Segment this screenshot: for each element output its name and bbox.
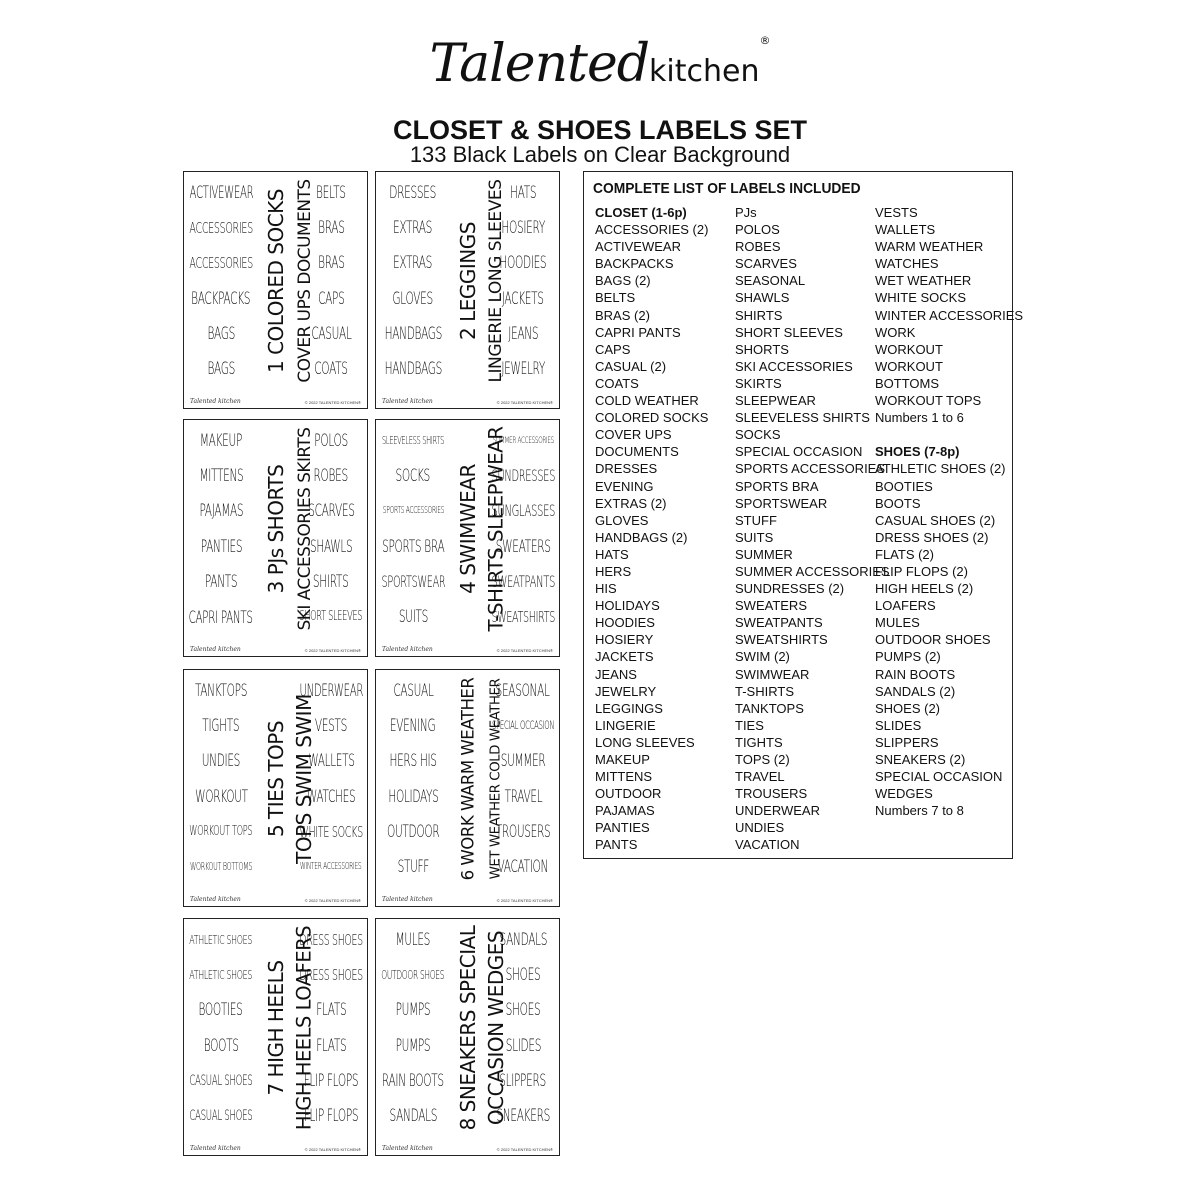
list-item: BAGS (2) — [595, 273, 651, 289]
sheet-footer-copyright: © 2022 TALENTED KITCHEN® — [304, 898, 361, 903]
label-item: UNDIES — [201, 751, 241, 772]
list-item: SUITS — [735, 529, 774, 545]
label-item: EVENING — [390, 716, 436, 737]
label-sheet-5 — [183, 669, 368, 907]
label-item: TROUSERS — [495, 821, 551, 842]
list-item: COLORED SOCKS — [595, 410, 709, 426]
list-item: VESTS — [875, 205, 918, 220]
label-item-vertical: 4 SWIMWEAR — [456, 464, 480, 594]
list-item: MAKEUP — [595, 752, 650, 767]
label-item: VESTS — [314, 716, 348, 737]
label-item: OUTDOOR SHOES — [381, 968, 445, 983]
label-item: ACCESSORIES — [189, 254, 253, 273]
list-spacer — [875, 426, 1023, 443]
sheet-footer-copyright: © 2022 TALENTED KITCHEN® — [496, 648, 553, 653]
list-item: SPECIAL OCCASION — [875, 769, 1003, 785]
list-item: COATS — [595, 375, 639, 391]
label-item: CASUAL SHOES — [189, 1107, 253, 1124]
sheet-column-right — [299, 176, 363, 386]
list-item: STUFF — [735, 512, 777, 528]
list-item: VACATION — [735, 837, 800, 853]
sheet-footer-brand: Talented kitchen — [382, 646, 433, 653]
list-item: ACCESSORIES (2) — [595, 222, 709, 238]
label-item: DRESSES — [389, 183, 437, 203]
label-item: CAPS — [317, 288, 345, 309]
list-item: HOLIDAYS — [595, 598, 660, 614]
label-item-vertical: 8 SNEAKERS SPECIAL — [456, 925, 480, 1131]
list-item: TOPS (2) — [735, 752, 790, 767]
label-item: BELTS — [316, 183, 346, 203]
sheet-column-right — [491, 424, 555, 634]
label-item: BAGS — [207, 323, 235, 344]
list-item: SHIRTS — [735, 307, 783, 323]
list-item: BOOTS — [875, 495, 921, 511]
label-item: SNEAKERS — [496, 1105, 550, 1126]
label-item: FLATS — [315, 1000, 347, 1021]
sheet-column-right — [299, 923, 363, 1133]
label-item: SPORTS ACCESSORIES — [382, 505, 444, 517]
list-item: COLD WEATHER — [595, 393, 699, 409]
label-item: SHAWLS — [309, 536, 353, 557]
label-item: PAJAMAS — [199, 501, 243, 522]
sheet-column-left — [188, 674, 254, 884]
list-item: T-SHIRTS — [735, 683, 794, 699]
list-item: RAIN BOOTS — [875, 666, 956, 682]
sheet-column-left — [188, 176, 254, 386]
list-item: Numbers 7 to 8 — [875, 803, 964, 819]
label-item: SWEATSHIRTS — [491, 607, 555, 626]
label-item: HANDBAGS — [384, 323, 442, 344]
label-item-vertical: 7 HIGH HEELS — [264, 960, 288, 1096]
label-item: TRAVEL — [504, 786, 542, 807]
list-item: UNDIES — [735, 820, 785, 836]
brand-logo-word: kitchen — [649, 54, 760, 89]
list-item: SPORTS ACCESSORIES — [735, 461, 886, 477]
sheet-footer-brand: Talented kitchen — [190, 896, 241, 903]
list-item: SWIM (2) — [735, 649, 790, 665]
label-item: SPORTSWEAR — [381, 571, 445, 591]
label-item: SOCKS — [395, 466, 431, 487]
label-item: CAPRI PANTS — [189, 606, 254, 627]
sheet-footer — [190, 1140, 361, 1152]
label-item-vertical: 2 LEGGINGS — [456, 222, 480, 340]
label-item: EXTRAS — [393, 218, 433, 239]
label-item: SHOES — [505, 1000, 541, 1021]
list-item: BOTTOMS — [875, 375, 940, 391]
sheet-footer — [382, 1140, 553, 1152]
list-item: ROBES — [735, 239, 781, 255]
list-item: COVER UPS — [595, 427, 672, 443]
label-item: SHOES — [505, 965, 541, 986]
list-section-heading: CLOSET (1-6p) — [595, 205, 687, 220]
brand-logo — [0, 34, 1200, 94]
list-item: DRESS SHOES (2) — [875, 529, 989, 545]
label-item: CASUAL — [392, 681, 434, 701]
page-title: CLOSET & SHOES LABELS SET — [392, 115, 808, 145]
label-item: SPECIAL OCCASION — [491, 719, 555, 733]
label-item: SLIPPERS — [499, 1070, 547, 1091]
list-item: SUMMER ACCESSORIES — [735, 563, 890, 579]
list-item: BACKPACKS — [595, 256, 674, 272]
label-item: ACCESSORIES — [189, 219, 253, 238]
sheet-column-left — [188, 424, 254, 634]
list-item: WORKOUT — [875, 341, 943, 357]
sheet-column-right — [299, 674, 363, 884]
label-list-title: COMPLETE LIST OF LABELS INCLUDED — [593, 180, 861, 197]
list-item: CASUAL SHOES (2) — [875, 512, 996, 528]
list-item: HANDBAGS (2) — [595, 529, 688, 545]
label-item: SUMMER — [500, 751, 546, 772]
list-item: SHAWLS — [735, 290, 790, 306]
label-sheet-8 — [375, 918, 560, 1156]
list-section-heading: SHOES (7-8p) — [875, 444, 960, 460]
label-item: ATHLETIC SHOES — [189, 967, 253, 983]
label-item: MULES — [395, 930, 431, 950]
label-item: SWEATPANTS — [491, 571, 555, 591]
list-item: SUMMER — [735, 546, 793, 562]
sheet-footer-copyright: © 2022 TALENTED KITCHEN® — [304, 400, 361, 405]
sheet-column-left — [380, 674, 446, 884]
list-item: OUTDOOR SHOES — [875, 632, 991, 648]
list-item: JACKETS — [595, 649, 654, 665]
list-item: WEDGES — [875, 786, 933, 802]
label-item: BACKPACKS — [191, 288, 251, 309]
list-item: SKI ACCESSORIES — [735, 358, 853, 374]
brand-logo-script: Talented — [429, 34, 650, 94]
list-item: POLOS — [735, 222, 780, 238]
sheet-footer — [382, 641, 553, 653]
label-item: SPORTS BRA — [381, 536, 445, 557]
list-item: HIGH HEELS (2) — [875, 581, 974, 597]
label-item: JEANS — [507, 323, 539, 344]
sheet-footer — [190, 393, 361, 405]
list-item: SLEEVELESS SHIRTS — [735, 410, 870, 426]
list-item: SWEATERS — [735, 598, 807, 614]
label-item: MITTENS — [199, 466, 243, 487]
list-item: HIS — [595, 581, 617, 597]
list-item: DOCUMENTS — [595, 444, 679, 460]
sheet-footer-brand: Talented kitchen — [190, 1145, 241, 1152]
list-item: SWIMWEAR — [735, 666, 810, 682]
sheet-footer-brand: Talented kitchen — [190, 646, 241, 653]
sheet-column-right — [491, 176, 555, 386]
list-item: BRAS (2) — [595, 307, 650, 323]
label-item: UNDERWEAR — [299, 681, 363, 700]
list-item: LONG SLEEVES — [595, 734, 695, 750]
label-item: DRESS SHOES — [299, 931, 363, 949]
page-subtitle: 133 Black Labels on Clear Background — [409, 142, 791, 167]
list-item: WET WEATHER — [875, 273, 972, 289]
label-item: BAGS — [207, 358, 235, 379]
label-item: TIGHTS — [202, 716, 240, 737]
list-item: CAPRI PANTS — [595, 324, 681, 340]
label-item: COATS — [314, 358, 348, 379]
sheet-footer-copyright: © 2022 TALENTED KITCHEN® — [304, 1147, 361, 1152]
sheet-footer-copyright: © 2022 TALENTED KITCHEN® — [496, 400, 553, 405]
label-item: BOOTS — [203, 1035, 239, 1056]
sheet-column-right — [299, 424, 363, 634]
label-item-vertical: TOPS SWIM SWIM — [292, 694, 316, 864]
list-item: SHORTS — [735, 341, 789, 357]
sheet-column-right — [491, 923, 555, 1133]
label-item: HOODIES — [499, 253, 547, 274]
list-item: SLEEPWEAR — [735, 393, 816, 409]
sheet-column-left — [188, 923, 254, 1133]
list-item: LOAFERS — [875, 598, 936, 614]
list-item: WORKOUT TOPS — [875, 393, 982, 409]
label-item: WATCHES — [306, 786, 356, 807]
label-list-panel — [583, 171, 1024, 859]
list-item: TANKTOPS — [735, 700, 804, 716]
label-item: ACTIVEWEAR — [189, 183, 253, 202]
label-item: TANKTOPS — [194, 681, 248, 701]
label-item-vertical: 5 TIES TOPS — [264, 720, 288, 838]
label-item: SLEEVELESS SHIRTS — [381, 434, 445, 447]
label-item: FLATS — [315, 1035, 347, 1056]
label-item-vertical: 6 WORK WARM WEATHER — [458, 677, 478, 881]
label-item: WORKOUT BOTTOMS — [189, 860, 253, 873]
sheet-column-left — [380, 923, 446, 1133]
label-item-vertical: 3 PJs SHORTS — [264, 464, 288, 594]
sheet-column-left — [380, 424, 446, 634]
list-item: TRAVEL — [735, 769, 785, 785]
list-item: SCARVES — [735, 256, 797, 272]
label-item: HANDBAGS — [384, 358, 442, 379]
label-item: DRESS SHOES — [299, 966, 363, 985]
label-item: WORKOUT — [194, 786, 248, 807]
label-item-vertical: OCCASION WEDGES — [484, 930, 508, 1126]
label-item: PANTS — [204, 571, 238, 592]
list-item: SHOES (2) — [875, 700, 941, 716]
label-item: SCARVES — [307, 501, 355, 522]
list-item: SPORTS BRA — [735, 478, 819, 494]
label-item: HATS — [509, 183, 537, 203]
sheet-footer — [190, 891, 361, 903]
label-list-column-3 — [875, 204, 1023, 819]
label-item: POLOS — [314, 431, 348, 451]
sheet-footer-brand: Talented kitchen — [382, 1145, 433, 1152]
label-item: SUMMER ACCESSORIES — [492, 435, 554, 446]
label-item: PUMPS — [395, 1000, 431, 1021]
label-item: PUMPS — [395, 1035, 431, 1056]
label-item-vertical: 1 COLORED SOCKS — [264, 189, 288, 373]
sheet-column-left — [380, 176, 446, 386]
label-item-vertical: T-SHIRTS SLEEPWEAR — [484, 426, 508, 632]
label-item: WORKOUT TOPS — [189, 823, 253, 839]
list-item: JEANS — [595, 666, 637, 682]
sheet-footer-copyright: © 2022 TALENTED KITCHEN® — [496, 1147, 553, 1152]
list-item: LINGERIE — [595, 717, 656, 733]
list-item: JEWELRY — [595, 683, 657, 699]
label-sheet-7 — [183, 918, 368, 1156]
label-item: ATHLETIC SHOES — [189, 932, 253, 947]
label-item: WHITE SOCKS — [299, 822, 363, 841]
label-sheet-2 — [375, 171, 560, 409]
label-item: WALLETS — [307, 751, 355, 772]
label-item: GLOVES — [392, 288, 434, 309]
sheet-footer-brand: Talented kitchen — [190, 398, 241, 405]
label-item: SUITS — [398, 606, 428, 627]
list-item: SUNDRESSES (2) — [735, 581, 845, 597]
label-item: SLIDES — [505, 1035, 541, 1056]
label-item: FLIP FLOPS — [303, 1105, 359, 1126]
label-item-vertical: LINGERIE LONG SLEEVES — [486, 179, 506, 383]
list-item: WORKOUT — [875, 358, 943, 374]
label-item: SEASONAL — [495, 681, 551, 701]
label-item: VACATION — [497, 856, 549, 877]
label-item: SHORT SLEEVES — [299, 608, 363, 624]
list-item: FLIP FLOPS (2) — [875, 563, 968, 579]
list-item: SANDALS (2) — [875, 683, 956, 699]
label-sheet-6 — [375, 669, 560, 907]
list-item: ACTIVEWEAR — [595, 239, 681, 255]
label-item: HOLIDAYS — [387, 786, 439, 807]
label-item: SWEATERS — [495, 536, 551, 557]
list-item: MULES — [875, 615, 920, 631]
list-item: OUTDOOR — [595, 786, 662, 802]
label-item: EXTRAS — [393, 253, 433, 274]
label-sheet-3 — [183, 419, 368, 657]
list-item: EVENING — [595, 478, 654, 494]
sheet-footer-brand: Talented kitchen — [382, 398, 433, 405]
label-item: OUTDOOR — [386, 821, 440, 842]
sheet-footer-copyright: © 2022 TALENTED KITCHEN® — [496, 898, 553, 903]
header — [0, 0, 1200, 170]
list-item: MITTENS — [595, 769, 653, 785]
list-item: HATS — [595, 546, 629, 562]
label-item: HERS HIS — [389, 751, 437, 772]
list-item: HOSIERY — [595, 632, 654, 648]
list-item: FLATS (2) — [875, 546, 934, 562]
label-item: SANDALS — [499, 930, 547, 950]
list-item: HOODIES — [595, 615, 655, 631]
label-sheet-4 — [375, 419, 560, 657]
list-item: SPORTSWEAR — [735, 495, 828, 511]
label-item: SUNDRESSES — [491, 466, 555, 486]
list-item: WALLETS — [875, 222, 936, 238]
label-item: PANTIES — [200, 536, 242, 557]
label-item: WINTER ACCESSORIES — [300, 860, 362, 872]
list-item: WINTER ACCESSORIES — [875, 307, 1024, 323]
label-item: BRAS — [317, 253, 345, 274]
label-item: SUNGLASSES — [491, 501, 555, 521]
list-item: SOCKS — [735, 427, 781, 443]
sheet-footer — [382, 393, 553, 405]
label-list-column-2 — [735, 204, 890, 854]
label-item: ROBES — [313, 466, 349, 487]
list-item: ATHLETIC SHOES (2) — [875, 461, 1006, 477]
registered-mark: ® — [759, 34, 771, 47]
label-item: MAKEUP — [199, 431, 243, 451]
list-item: UNDERWEAR — [735, 803, 820, 819]
list-item: LEGGINGS — [595, 700, 663, 716]
list-item: SPECIAL OCCASION — [735, 444, 863, 460]
sheet-footer — [382, 891, 553, 903]
list-item: SWEATSHIRTS — [735, 632, 828, 648]
list-item: CAPS — [595, 341, 631, 357]
list-item: CASUAL (2) — [595, 358, 667, 374]
list-item: SWEATPANTS — [735, 615, 823, 631]
list-item: TIES — [735, 717, 764, 733]
label-item: BOOTIES — [198, 1000, 244, 1021]
label-item: FLIP FLOPS — [303, 1070, 359, 1091]
label-item: JEWELRY — [501, 358, 545, 379]
list-item: Numbers 1 to 6 — [875, 410, 964, 426]
label-item: CASUAL SHOES — [189, 1072, 253, 1089]
list-item: BELTS — [595, 290, 636, 306]
label-item: JACKETS — [502, 288, 544, 309]
sheet-column-right — [488, 674, 555, 884]
label-item-vertical: SKI ACCESSORIES SKIRTS — [294, 427, 314, 631]
label-item: BRAS — [317, 218, 345, 239]
label-sheet-1 — [183, 171, 368, 409]
list-item: EXTRAS (2) — [595, 495, 667, 511]
list-item: TIGHTS — [735, 734, 783, 750]
label-item: SHIRTS — [313, 571, 349, 592]
label-item-vertical: COVER UPS DOCUMENTS — [294, 179, 314, 383]
list-item: PUMPS (2) — [875, 649, 941, 665]
sheet-footer — [190, 641, 361, 653]
sheet-footer-copyright: © 2022 TALENTED KITCHEN® — [304, 648, 361, 653]
list-item: PJs — [735, 205, 757, 220]
list-item: WORK — [875, 324, 916, 340]
list-item: BOOTIES — [875, 478, 933, 494]
list-item: SKIRTS — [735, 375, 782, 391]
label-item-vertical: WET WEATHER COLD WEATHER — [488, 678, 504, 880]
label-item: RAIN BOOTS — [382, 1070, 444, 1091]
list-item: SNEAKERS (2) — [875, 752, 966, 767]
list-item: SEASONAL — [735, 273, 806, 289]
list-item: PAJAMAS — [595, 803, 655, 819]
list-item: PANTIES — [595, 820, 650, 836]
list-item: SHORT SLEEVES — [735, 324, 843, 340]
list-item: TROUSERS — [735, 786, 808, 802]
label-item: HOSIERY — [501, 218, 545, 239]
list-item: WHITE SOCKS — [875, 290, 967, 306]
list-item: HERS — [595, 563, 632, 579]
list-item: SLIDES — [875, 717, 922, 733]
sheet-footer-brand: Talented kitchen — [382, 896, 433, 903]
list-item: PANTS — [595, 837, 638, 853]
label-item: CASUAL — [310, 323, 352, 344]
label-item-vertical: HIGH HEELS LOAFERS — [292, 925, 316, 1131]
list-item: WARM WEATHER — [875, 239, 984, 255]
label-item: SANDALS — [389, 1105, 437, 1126]
list-item: SLIPPERS — [875, 734, 939, 750]
label-list-column-1 — [595, 204, 708, 854]
list-item: DRESSES — [595, 461, 658, 477]
label-item: STUFF — [397, 856, 429, 877]
list-item: WATCHES — [875, 256, 939, 272]
list-item: GLOVES — [595, 512, 649, 528]
